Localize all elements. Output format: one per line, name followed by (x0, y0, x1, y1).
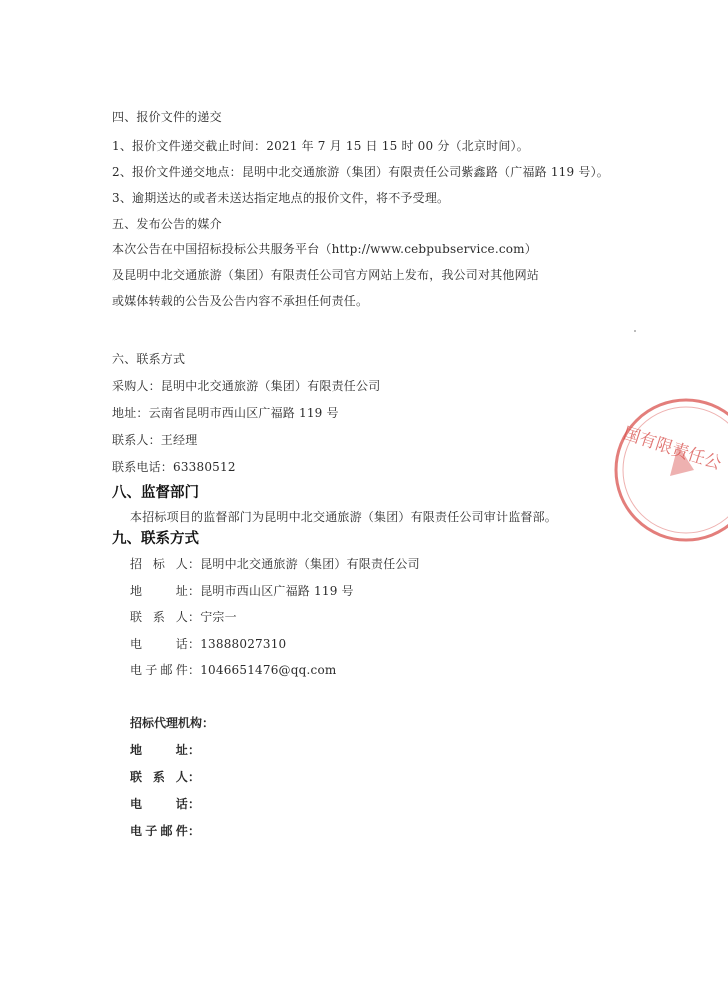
section9-email-row: 电子邮件：1046651476@qq.com (130, 663, 337, 677)
agency-address-label: 地 址 (130, 743, 188, 757)
tenderer-label: 招 标 人 (130, 557, 188, 571)
section8-body: 本招标项目的监督部门为昆明中北交通旅游（集团）有限责任公司审计监督部。 (130, 510, 558, 524)
agency-phone-row: 电 话： (130, 797, 201, 811)
section6-contact: 联系人：王经理 (112, 433, 198, 447)
agency-address-row: 地 址： (130, 743, 201, 757)
contact-label: 联 系 人 (130, 610, 188, 624)
agency-phone-label: 电 话 (130, 797, 188, 811)
section6-phone: 联系电话：63380512 (112, 460, 236, 474)
section5-title: 五、发布公告的媒介 (112, 217, 222, 231)
scan-speck (634, 330, 636, 332)
section4-title: 四、报价文件的递交 (112, 110, 222, 124)
section6-address: 地址：云南省昆明市西山区广福路 119 号 (112, 406, 339, 420)
seal-text: 国有限责任公 (620, 423, 724, 475)
section9-title: 九、联系方式 (112, 531, 199, 547)
section9-address-row: 地 址：昆明市西山区广福路 119 号 (130, 584, 354, 598)
address-value: 昆明市西山区广福路 119 号 (200, 584, 354, 598)
email-label: 电子邮件 (130, 663, 188, 677)
tenderer-value: 昆明中北交通旅游（集团）有限责任公司 (200, 557, 420, 571)
agency-email-label: 电子邮件 (130, 824, 188, 838)
section9-contact-row: 联 系 人：宁宗一 (130, 610, 237, 624)
contact-value: 宁宗一 (200, 610, 237, 624)
section5-body: 本次公告在中国招标投标公共服务平台（http://www.cebpubservice.com）及昆明中北交通旅游（集团）有限责任公司官方网站上发布，我公司对其他网站或媒体转载的公告及公告内容不承担任何责任。 (112, 242, 540, 308)
address-label: 地 址 (130, 584, 188, 598)
phone-label: 电 话 (130, 637, 188, 651)
company-seal (608, 390, 728, 550)
agency-email-row: 电子邮件： (130, 824, 201, 838)
section6-buyer: 采购人：昆明中北交通旅游（集团）有限责任公司 (112, 379, 381, 393)
phone-value: 13888027310 (200, 637, 287, 651)
section6-title: 六、联系方式 (112, 352, 186, 366)
section4-item2: 2、报价文件递交地点：昆明中北交通旅游（集团）有限责任公司紫鑫路（广福路 119 号）。 (112, 165, 609, 179)
email-value: 1046651476@qq.com (200, 663, 337, 677)
section8-title: 八、监督部门 (112, 485, 199, 501)
agency-title: 招标代理机构： (130, 716, 215, 730)
section4-item1: 1、报价文件递交截止时间：2021 年 7 月 15 日 15 时 00 分（北京时间）。 (112, 139, 529, 153)
section9-phone-row: 电 话：13888027310 (130, 637, 287, 651)
agency-contact-label: 联 系 人 (130, 770, 188, 784)
section9-tenderer-row: 招 标 人：昆明中北交通旅游（集团）有限责任公司 (130, 557, 420, 571)
section4-item3: 3、逾期送达的或者未送达指定地点的报价文件，将不予受理。 (112, 191, 450, 205)
agency-contact-row: 联 系 人： (130, 770, 201, 784)
